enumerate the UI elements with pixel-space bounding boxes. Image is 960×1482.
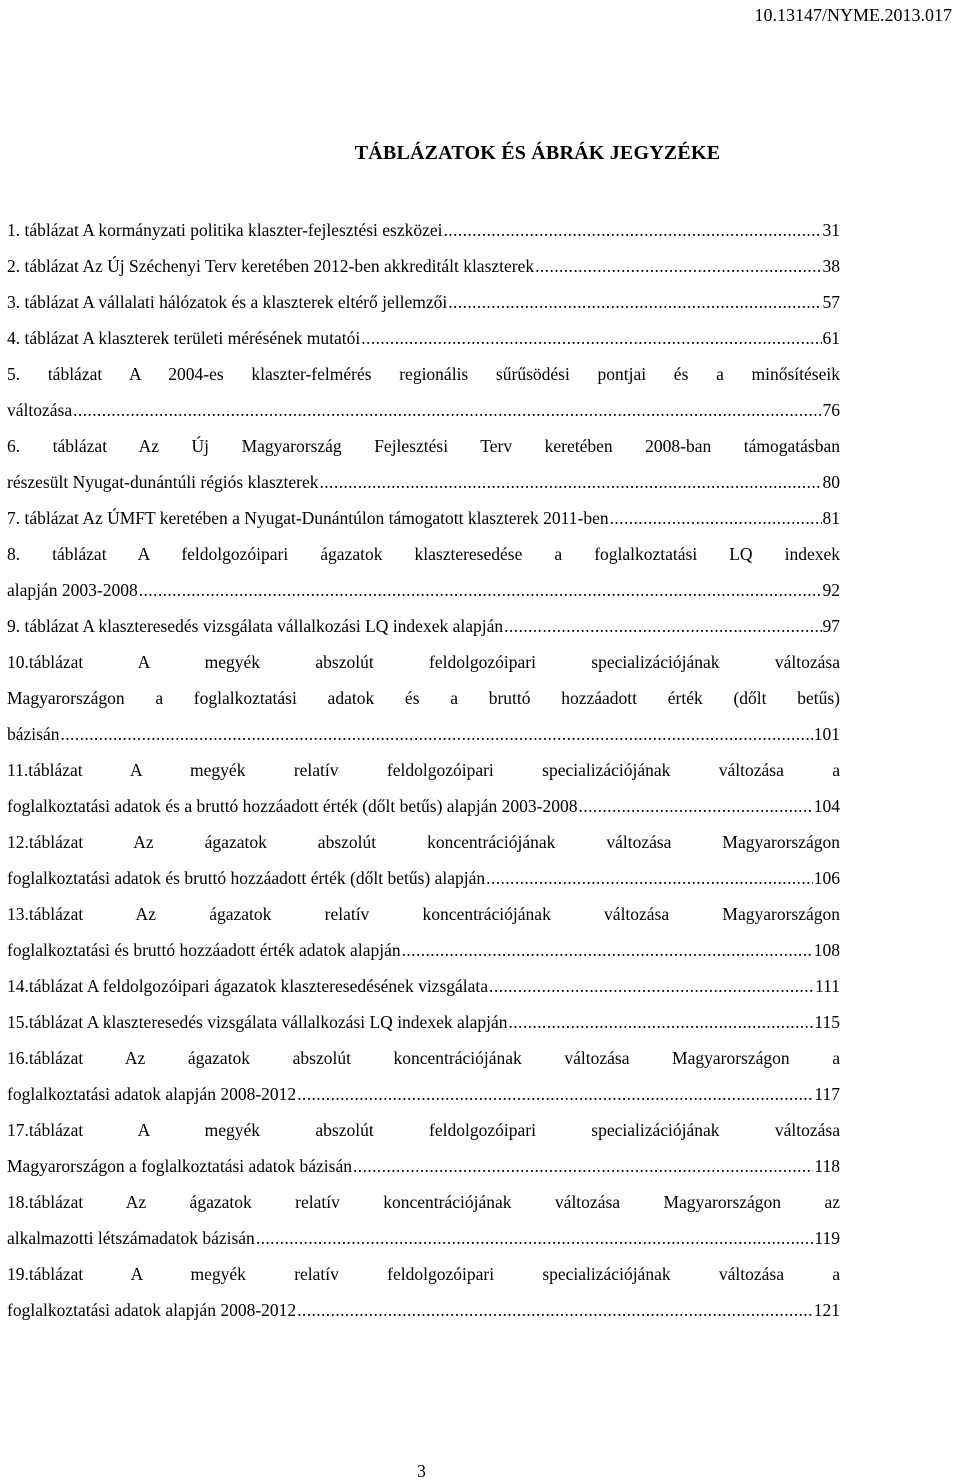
toc-entry[interactable]	[7, 1184, 840, 1256]
toc-entry-text	[7, 1040, 840, 1076]
toc-entry-text-line: 8. táblázat A feldolgozóipari ágazatok klaszteresedése a foglalkoztatási LQ indexek	[7, 544, 840, 564]
toc-entry-text-line: 19.táblázat A megyék relatív feldolgozóipari specializációjának változása a	[7, 1264, 840, 1284]
toc-entry-text: változása	[7, 400, 73, 420]
toc-entry-text-line: 11.táblázat A megyék relatív feldolgozóipari specializációjának változása a	[7, 760, 840, 780]
toc-entry-text: foglalkoztatási adatok és bruttó hozzáadott érték (dőlt betűs) alapján	[7, 868, 486, 888]
dot-leader	[402, 932, 813, 968]
toc-page-number: 108	[813, 940, 840, 960]
toc-entry[interactable]	[7, 752, 840, 824]
toc-entry-text: 15.táblázat A klaszteresedés vizsgálata vállalkozási LQ indexek alapján	[7, 1012, 508, 1032]
toc-entry-text: alkalmazotti létszámadatok bázisán	[7, 1228, 255, 1248]
dot-leader	[139, 572, 822, 608]
toc-entry[interactable]	[7, 608, 840, 644]
toc-page-number: 117	[814, 1084, 840, 1104]
toc-page-number: 104	[813, 796, 840, 816]
toc-page-number: 81	[822, 508, 840, 528]
dot-leader	[60, 716, 812, 752]
toc-entry[interactable]	[7, 968, 840, 1004]
toc-entry-text: 1. táblázat A kormányzati politika klaszter-fejlesztési eszközei	[7, 220, 443, 240]
dot-leader	[448, 284, 821, 320]
toc-entry[interactable]	[7, 1112, 840, 1184]
toc-entry-text	[7, 1256, 840, 1292]
toc-entry-text	[7, 680, 840, 716]
toc-entry[interactable]	[7, 428, 840, 500]
toc-entry[interactable]	[7, 896, 840, 968]
dot-leader	[320, 464, 822, 500]
toc-page-number: 38	[822, 256, 840, 276]
dot-leader	[353, 1148, 813, 1184]
toc-entry[interactable]	[7, 248, 840, 284]
toc-page-number: 111	[815, 976, 840, 996]
dot-leader	[297, 1292, 813, 1328]
dot-leader	[361, 320, 821, 356]
toc-page-number: 57	[822, 292, 840, 312]
toc-page-number: 31	[822, 220, 840, 240]
toc-entry-text: alapján 2003-2008	[7, 580, 138, 600]
toc-entry[interactable]	[7, 320, 840, 356]
toc-entry-text: 9. táblázat A klaszteresedés vizsgálata vállalkozási LQ indexek alapján	[7, 616, 504, 636]
toc-entry[interactable]	[7, 284, 840, 320]
toc-entry-text-line: 16.táblázat Az ágazatok abszolút koncentrációjának változása Magyarországon a	[7, 1048, 840, 1068]
toc-entry[interactable]	[7, 536, 840, 608]
toc-entry-text: részesült Nyugat-dunántúli régiós klaszterek	[7, 472, 319, 492]
toc-entry-text	[7, 1184, 840, 1220]
toc-page-number: 119	[814, 1228, 840, 1248]
dot-leader	[73, 392, 821, 428]
toc-entry-text	[7, 356, 840, 392]
toc-page-number: 97	[822, 616, 840, 636]
dot-leader	[509, 1004, 814, 1040]
toc-page-number: 80	[822, 472, 840, 492]
dot-leader	[579, 788, 813, 824]
dot-leader	[256, 1220, 814, 1256]
toc-page-number: 92	[822, 580, 840, 600]
toc-entry-text-line: 13.táblázat Az ágazatok relatív koncentrációjának változása Magyarországon	[7, 904, 840, 924]
dot-leader	[444, 212, 822, 248]
toc-entry-text	[7, 1112, 840, 1148]
toc-entry[interactable]	[7, 1256, 840, 1328]
dot-leader	[297, 1076, 813, 1112]
toc-entry-text-line: 18.táblázat Az ágazatok relatív koncentrációjának változása Magyarországon az	[7, 1192, 840, 1212]
toc-page-number: 121	[813, 1300, 840, 1320]
toc-entry-text-line: 10.táblázat A megyék abszolút feldolgozóipari specializációjának változása	[7, 652, 840, 672]
toc-page-number: 106	[813, 868, 840, 888]
toc-entry-text: foglalkoztatási adatok és a bruttó hozzáadott érték (dőlt betűs) alapján 2003-2008	[7, 796, 578, 816]
toc-entry-text: foglalkoztatási és bruttó hozzáadott érték adatok alapján	[7, 940, 401, 960]
toc-entry-text	[7, 824, 840, 860]
toc-entry[interactable]	[7, 824, 840, 896]
toc-entry-text	[7, 896, 840, 932]
doi-header: 10.13147/NYME.2013.017	[754, 5, 952, 25]
toc-entry-text: 7. táblázat Az ÚMFT keretében a Nyugat-Dunántúlon támogatott klaszterek 2011-ben	[7, 508, 609, 528]
toc-entry[interactable]	[7, 356, 840, 428]
dot-leader	[504, 608, 821, 644]
toc-entry-text-line: 5. táblázat A 2004-es klaszter-felmérés regionális sűrűsödési pontjai és a minősítéseik	[7, 364, 840, 384]
toc-entry-text	[7, 536, 840, 572]
toc-page-number: 118	[814, 1156, 840, 1176]
toc-entry[interactable]	[7, 1040, 840, 1112]
toc-entry-text: 14.táblázat A feldolgozóipari ágazatok klaszteresedésének vizsgálata	[7, 976, 489, 996]
toc-entry[interactable]	[7, 500, 840, 536]
toc-entry-text-line: 17.táblázat A megyék abszolút feldolgozóipari specializációjának változása	[7, 1120, 840, 1140]
toc-entry-text: 2. táblázat Az Új Széchenyi Terv keretében 2012-ben akkreditált klaszterek	[7, 256, 535, 276]
toc-page-number: 101	[813, 724, 840, 744]
toc-entry-text-line: 12.táblázat Az ágazatok abszolút koncentrációjának változása Magyarországon	[7, 832, 840, 852]
toc-entry[interactable]	[7, 1004, 840, 1040]
toc-entry-text: 4. táblázat A klaszterek területi mérésének mutatói	[7, 328, 361, 348]
toc-entry-text: 3. táblázat A vállalati hálózatok és a klaszterek eltérő jellemzői	[7, 292, 448, 312]
toc-entry-text: bázisán	[7, 724, 60, 744]
toc-page-number: 115	[814, 1012, 840, 1032]
toc-entry-text	[7, 752, 840, 788]
dot-leader	[535, 248, 821, 284]
toc-entry-text	[7, 644, 840, 680]
toc-entry-text-line: Magyarországon a foglalkoztatási adatok és a bruttó hozzáadott érték (dőlt betűs)	[7, 688, 840, 708]
dot-leader	[486, 860, 813, 896]
dot-leader	[489, 968, 814, 1004]
toc-entry[interactable]	[7, 644, 840, 752]
toc-page-number: 76	[822, 400, 840, 420]
dot-leader	[610, 500, 822, 536]
toc-entry-text: foglalkoztatási adatok alapján 2008-2012	[7, 1300, 297, 1320]
toc-entry-text: foglalkoztatási adatok alapján 2008-2012	[7, 1084, 297, 1104]
toc-entry[interactable]	[7, 212, 840, 248]
toc-entry-text-line: 6. táblázat Az Új Magyarország Fejlesztési Terv keretében 2008-ban támogatásban	[7, 436, 840, 456]
table-of-contents	[7, 212, 840, 1328]
page-title: TÁBLÁZATOK ÉS ÁBRÁK JEGYZÉKE	[354, 142, 721, 164]
toc-entry-text	[7, 428, 840, 464]
toc-page-number: 61	[822, 328, 840, 348]
page-number: 3	[417, 1461, 426, 1481]
toc-entry-text: Magyarországon a foglalkoztatási adatok bázisán	[7, 1156, 353, 1176]
